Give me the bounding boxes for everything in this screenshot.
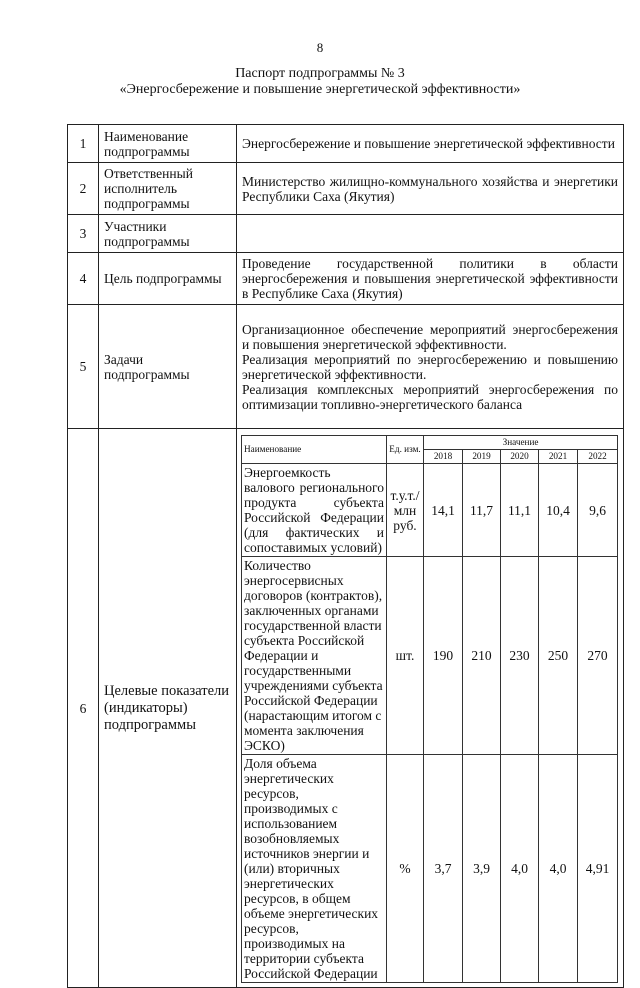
- row-value: [237, 305, 624, 429]
- indicator-value: 9,6: [578, 464, 618, 557]
- indicator-row: [242, 557, 618, 755]
- row-label: Участники подпрограммы: [99, 215, 237, 253]
- row-number: 6: [68, 429, 99, 988]
- header-unit: Ед. изм.: [387, 436, 424, 464]
- passport-row: [68, 305, 624, 429]
- passport-row: [68, 215, 624, 253]
- row-value: [237, 429, 624, 988]
- indicator-unit: %: [387, 755, 424, 983]
- indicator-value: 4,0: [539, 755, 578, 983]
- row-label: Задачи подпрограммы: [99, 305, 237, 429]
- task-item: Организационное обеспечение мероприятий энергосбережения и повышения энергетической эффективности.: [242, 321, 618, 352]
- row-number: 4: [68, 253, 99, 305]
- row-value: Энергосбережение и повышение энергетической эффективности: [237, 125, 624, 163]
- task-item: Реализация комплексных мероприятий энергосбережения по оптимизации топливно-энергетического баланса: [242, 381, 618, 412]
- indicator-value: 14,1: [424, 464, 463, 557]
- passport-row: [68, 253, 624, 305]
- row-value: Проведение государственной политики в области энергосбережения и повышения энергетической эффективности в Республике Саха (Якутия): [237, 253, 624, 305]
- indicator-value: 250: [539, 557, 578, 755]
- passport-table: [67, 124, 624, 988]
- row-number: 2: [68, 163, 99, 215]
- indicator-value: 4,0: [501, 755, 539, 983]
- passport-row: [68, 125, 624, 163]
- passport-row: [68, 163, 624, 215]
- row-value: [237, 215, 624, 253]
- indicator-value: 190: [424, 557, 463, 755]
- row-number: 1: [68, 125, 99, 163]
- row-label: Ответственный исполнитель подпрограммы: [99, 163, 237, 215]
- indicator-row: [242, 464, 618, 557]
- indicator-value: 10,4: [539, 464, 578, 557]
- indicator-value: 11,1: [501, 464, 539, 557]
- row-label: Наименование подпрограммы: [99, 125, 237, 163]
- indicator-value: 270: [578, 557, 618, 755]
- header-year: 2018: [424, 450, 463, 464]
- indicator-value: 3,9: [463, 755, 501, 983]
- indicator-value: 210: [463, 557, 501, 755]
- document-title: [0, 66, 640, 98]
- header-name: Наименование: [242, 436, 387, 464]
- title-line-1: Паспорт подпрограммы № 3: [235, 66, 405, 81]
- header-year: 2021: [539, 450, 578, 464]
- row-label: Целевые показатели (индикаторы) подпрограммы: [99, 429, 237, 988]
- indicator-unit: шт.: [387, 557, 424, 755]
- indicator-value: 3,7: [424, 755, 463, 983]
- indicator-name: Доля объема энергетических ресурсов, производимых с использованием возобновляемых источников энергии и (или) вторичных энергетических ресурсов, в общем объеме энергетических ресурсов, производимых на территории субъекта Российской Федерации: [242, 755, 387, 983]
- indicator-value: 4,91: [578, 755, 618, 983]
- indicator-row: [242, 755, 618, 983]
- row-label: Цель подпрограммы: [99, 253, 237, 305]
- header-value: Значение: [424, 436, 618, 450]
- title-line-2: «Энергосбережение и повышение энергетической эффективности»: [119, 82, 521, 97]
- header-year: 2020: [501, 450, 539, 464]
- indicator-unit: т.у.т./ млн руб.: [387, 464, 424, 557]
- header-year: 2022: [578, 450, 618, 464]
- page-number: 8: [316, 40, 324, 55]
- indicator-name: Количество энергосервисных договоров (контрактов), заключенных органами государственной власти субъекта Российской Федерации и государственными учреждениями субъекта Российской Федерации (нарастающим итогом с момента заключения ЭСКО): [242, 557, 387, 755]
- passport-row: [68, 429, 624, 988]
- indicators-header-row: [242, 436, 618, 450]
- row-number: 3: [68, 215, 99, 253]
- indicators-table: [241, 435, 618, 983]
- task-item: Реализация мероприятий по энергосбережению и повышению энергетической эффективности.: [242, 351, 618, 382]
- indicator-value: 230: [501, 557, 539, 755]
- indicator-value: 11,7: [463, 464, 501, 557]
- header-year: 2019: [463, 450, 501, 464]
- row-number: 5: [68, 305, 99, 429]
- indicator-name: Энергоемкость валового регионального продукта субъекта Российской Федерации (для фактических и сопоставимых условий): [242, 464, 387, 557]
- row-value: Министерство жилищно-коммунального хозяйства и энергетики Республики Саха (Якутия): [237, 163, 624, 215]
